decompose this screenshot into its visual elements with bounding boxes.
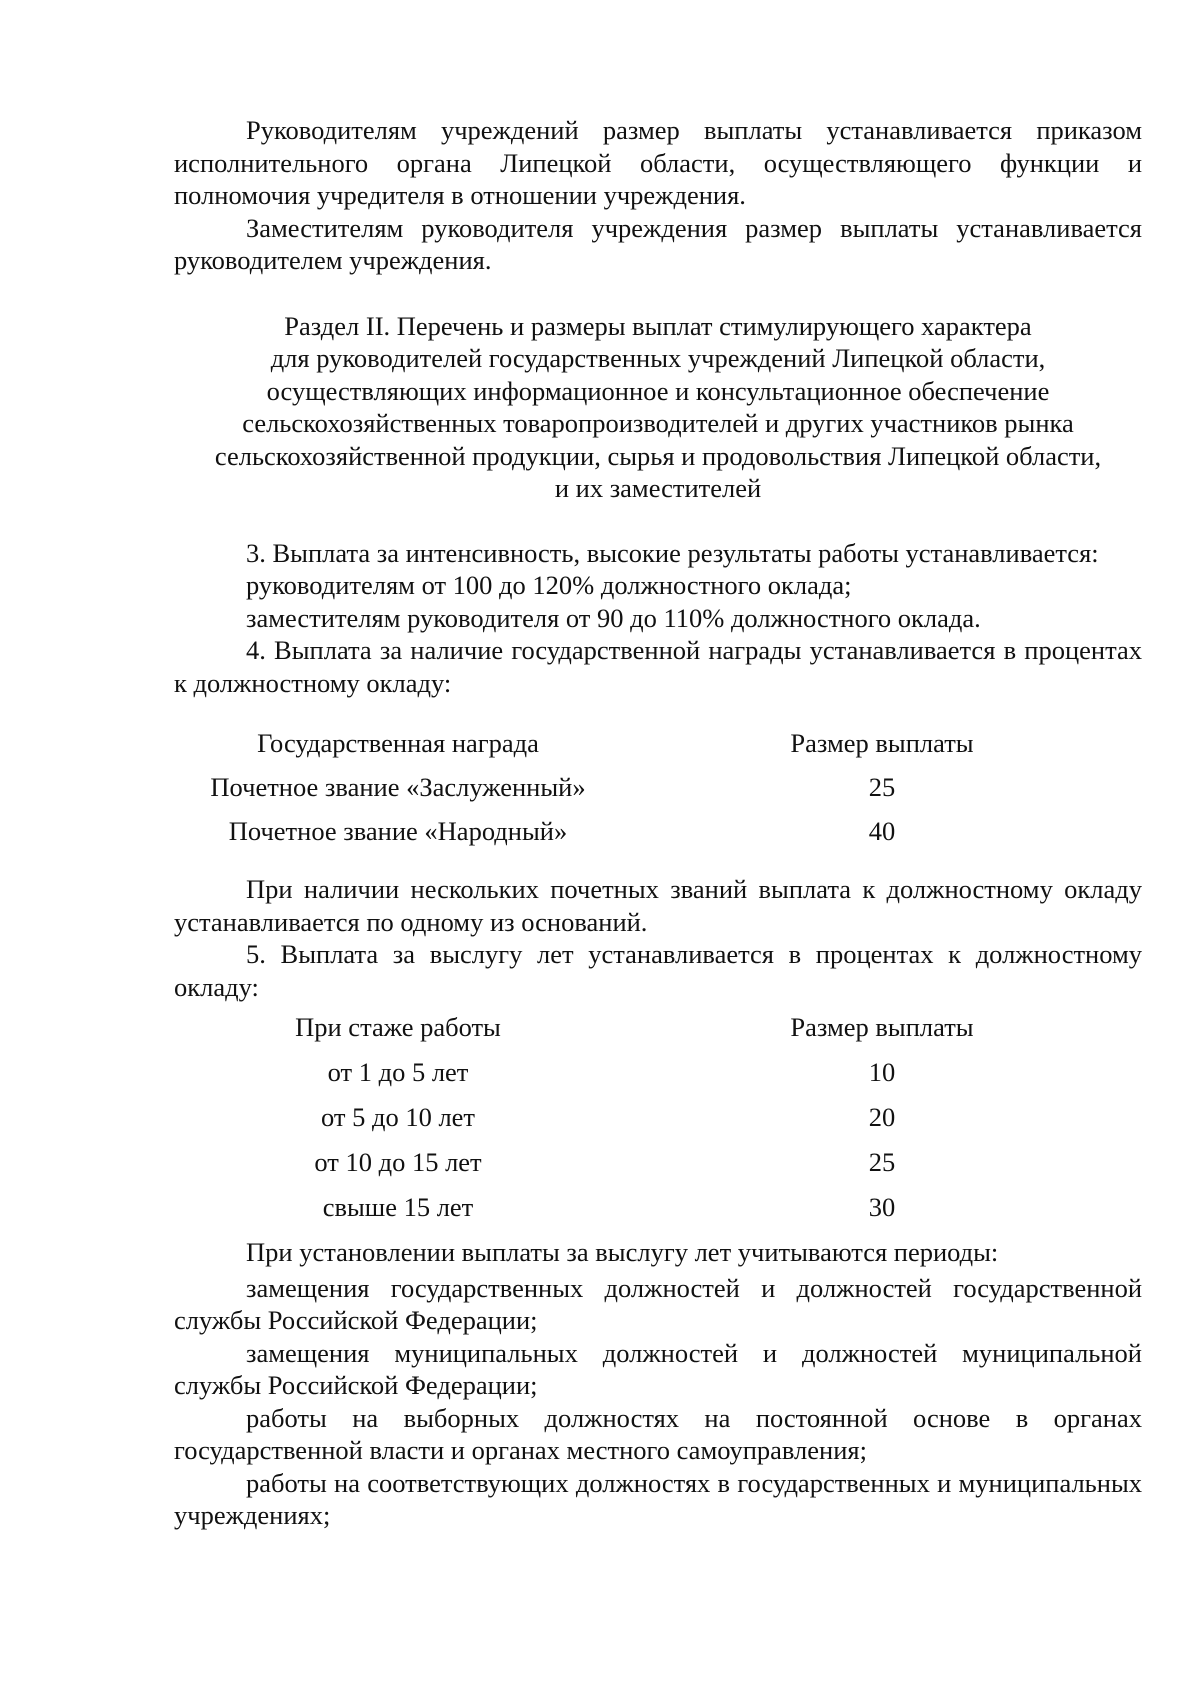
item-5-seniority-payment: 5. Выплата за выслугу лет устанавливается в процентах к должностному окладу: [174,939,1142,1002]
table-cell: 25 [868,771,896,802]
item-3-intensity-payment: 3. Выплата за интенсивность, высокие результаты работы устанавливается: [246,537,1099,568]
item-3-heads-range: руководителям от 100 до 120% должностного оклада; [246,570,852,600]
paragraph-deputies-payment: Заместителям руководителя учреждения размер выплаты устанавливается руководителем учреждения. [174,212,1142,275]
award-table [174,721,1142,853]
section-title-line: Раздел II. Перечень и размеры выплат стимулирующего характера [284,310,1032,341]
period-item: замещения муниципальных должностей и должностей муниципальной службы Российской Федерации; [174,1337,1142,1400]
period-item: замещения государственных должностей и должностей государственной службы Российской Федерации; [174,1272,1142,1335]
table-header-row [174,1005,1142,1050]
table-cell: 10 [868,1057,896,1088]
table-cell: Почетное звание «Заслуженный» [210,771,586,802]
table-cell: от 5 до 10 лет [320,1102,476,1133]
table-cell: 25 [868,1147,896,1178]
document-page [174,114,1142,1532]
item-4-award-payment: 4. Выплата за наличие государственной награды устанавливается в процентах к должностному окладу: [174,635,1142,698]
period-item: работы на соответствующих должностях в государственных и муниципальных учреждениях; [174,1467,1142,1530]
table-row [174,1050,1142,1095]
table-cell: 20 [868,1102,896,1133]
table-row [174,1140,1142,1185]
awards-note: При наличии нескольких почетных званий выплата к должностному окладу устанавливается по одному из оснований. [174,874,1142,937]
paragraph-heads-payment: Руководителям учреждений размер выплаты устанавливается приказом исполнительного органа Липецкой области, осуществляющего функции и полномочия учредителя в отношении учреждения. [174,115,1142,210]
table-row [174,1095,1142,1140]
table-row [174,1185,1142,1230]
table-cell: Почетное звание «Народный» [228,815,568,846]
section-title-line: сельскохозяйственных товаропроизводителей и других участников рынка [242,408,1074,438]
seniority-table [174,1005,1142,1230]
table-row [174,765,1142,809]
table-row [174,809,1142,853]
table-header-cell: Государственная награда [257,727,539,758]
table-cell: от 1 до 5 лет [327,1057,469,1088]
item-3-deputies-range: заместителям руководителя от 90 до 110% должностного оклада. [246,602,981,633]
section-title-line: осуществляющих информационное и консультационное обеспечение [266,375,1050,406]
table-cell: от 10 до 15 лет [314,1147,482,1178]
table-header-cell: Размер выплаты [790,1012,974,1043]
section-title [174,310,1142,505]
table-header-cell: При стаже работы [295,1012,501,1043]
section-title-line: для руководителей государственных учреждений Липецкой области, [270,343,1046,373]
table-cell: 30 [868,1192,896,1223]
table-header-cell: Размер выплаты [790,727,974,758]
section-title-line: и их заместителей [554,473,762,503]
periods-intro: При установлении выплаты за выслугу лет учитываются периоды: [246,1237,999,1267]
table-cell: 40 [868,815,896,846]
period-item: работы на выборных должностях на постоянной основе в органах государственной власти и органах местного самоуправления; [174,1402,1142,1465]
section-title-line: сельскохозяйственной продукции, сырья и продовольствия Липецкой области, [214,440,1102,471]
table-cell: свыше 15 лет [322,1192,474,1223]
table-header-row [174,721,1142,765]
